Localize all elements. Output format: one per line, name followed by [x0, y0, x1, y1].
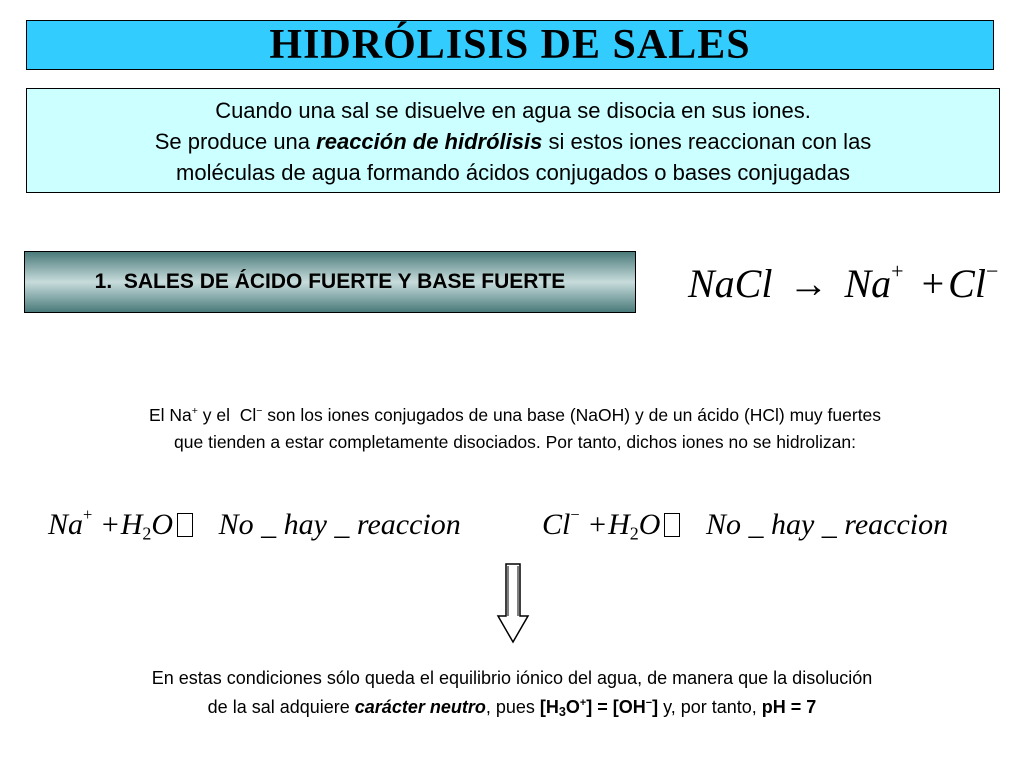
- down-arrow-icon: [496, 562, 530, 644]
- missing-glyph-icon: [664, 513, 680, 537]
- na-water-sub: 2: [142, 523, 152, 544]
- na-ion: Na: [48, 508, 84, 541]
- exp-na-charge: +: [191, 405, 198, 417]
- sodium-hydrolysis-equation: [48, 504, 461, 544]
- na-plus: +: [101, 508, 119, 541]
- eq-reactant: NaCl: [688, 261, 773, 306]
- exp-na: El Na: [148, 404, 192, 425]
- exp-rest: son los iones conjugados de una base (NaOH) y de un ácido (HCl) muy fuertes: [262, 404, 882, 425]
- intro-line-2: [27, 126, 999, 157]
- cl-water-h: H: [608, 508, 630, 541]
- intro-line-3: moléculas de agua formando ácidos conjugados o bases conjugadas: [176, 160, 850, 185]
- cl-water-sub: 2: [629, 523, 639, 544]
- eq-cation: Na: [844, 261, 892, 306]
- concl-oh: ] = [OH: [586, 697, 646, 717]
- intro-highlight: reacción de hidrólisis: [316, 129, 543, 154]
- explanation-line-2: que tienden a estar completamente disociados. Por tanto, dichos iones no se hidrolizan:: [174, 431, 856, 452]
- concl-ph: pH = 7: [761, 697, 817, 717]
- intro-box: [26, 88, 1000, 193]
- intro-line-2-end: si estos iones reaccionan con las: [542, 129, 872, 154]
- na-result: No _ hay _ reaccion: [218, 508, 461, 541]
- eq-cation-charge: +: [891, 258, 904, 284]
- exp-cl: y el Cl: [197, 404, 257, 425]
- concl-o: O: [565, 697, 580, 717]
- concl-h: [H: [539, 697, 559, 717]
- conclusion-line-2: [30, 693, 994, 722]
- section-heading: 1. SALES DE ÁCIDO FUERTE Y BASE FUERTE: [94, 270, 566, 293]
- na-water-o: O: [151, 508, 174, 541]
- dissociation-equation: [688, 260, 998, 307]
- concl-close: ]: [652, 697, 659, 717]
- concl-e: y, por tanto,: [658, 697, 762, 717]
- concl-oh-sup: −: [645, 697, 653, 709]
- concl-concentrations: [539, 697, 659, 720]
- concl-a: de la sal adquiere: [207, 697, 355, 717]
- conclusion-text: [30, 664, 994, 722]
- missing-glyph-icon: [177, 513, 193, 537]
- concl-neutral: carácter neutro: [354, 697, 486, 717]
- cl-ion: Cl: [542, 508, 571, 541]
- conclusion-line-1: En estas condiciones sólo queda el equilibrio iónico del agua, de manera que la disolución: [151, 668, 873, 688]
- concl-o-sup: +: [579, 697, 587, 709]
- eq-arrow: →: [788, 261, 829, 306]
- section-heading-box: [24, 251, 636, 313]
- cl-plus: +: [589, 508, 607, 541]
- chloride-hydrolysis-equation: [542, 504, 949, 544]
- title-banner: [26, 20, 994, 70]
- eq-anion: Cl: [948, 261, 986, 306]
- eq-plus: +: [921, 261, 945, 306]
- explanation-line-1: [20, 398, 1010, 429]
- intro-line-1: Cuando una sal se disuelve en agua se disocia en sus iones.: [215, 98, 811, 123]
- slide-title: HIDRÓLISIS DE SALES: [269, 22, 751, 68]
- exp-cl-charge: −: [256, 405, 263, 417]
- intro-line-2-start: Se produce una: [154, 129, 317, 154]
- cl-water-o: O: [638, 508, 661, 541]
- na-water-h: H: [120, 508, 143, 541]
- na-charge: +: [83, 504, 93, 524]
- cl-result: No _ hay _ reaccion: [705, 508, 949, 541]
- cl-charge: −: [570, 504, 580, 524]
- eq-anion-charge: −: [985, 258, 999, 284]
- explanation-text: [20, 398, 1010, 456]
- concl-h-sub: 3: [558, 705, 566, 720]
- concl-c: , pues: [485, 697, 540, 717]
